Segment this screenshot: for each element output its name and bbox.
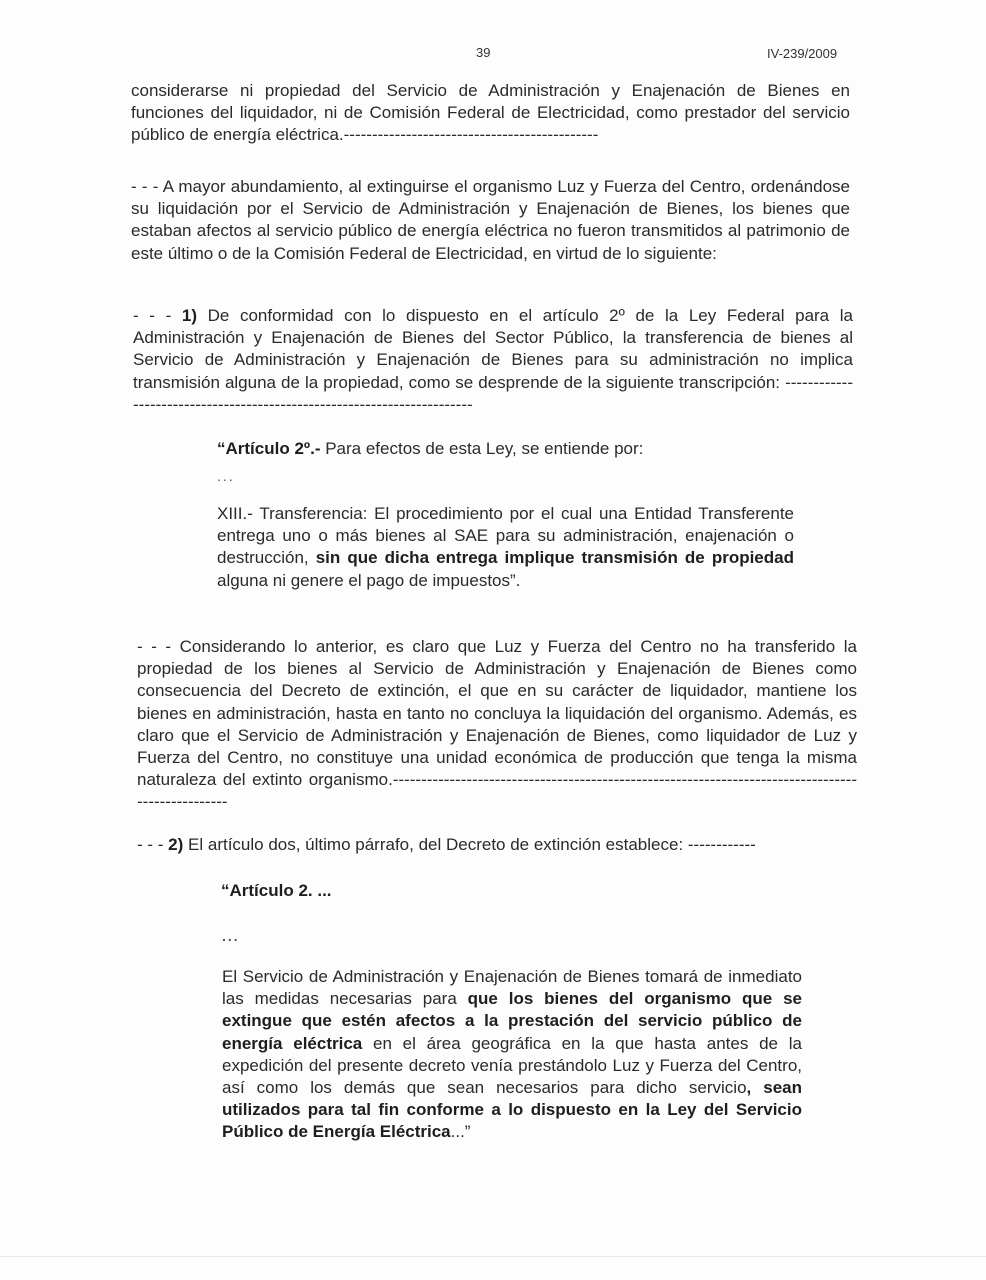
paragraph-text: De conformidad con lo dispuesto en el artículo 2º de la Ley Federal para la Administración y Enajenación de Bienes del Sector Público, la transferencia de bienes al Servicio de Administración y Enajenación de Bienes para su administración no implica transmisión alguna de la propiedad, como se desprende de la siguiente transcripción: ------------------------------------------------------------------------ [133, 306, 853, 414]
quote-text: ...” [450, 1122, 471, 1142]
quote-heading-rest: Para efectos de esta Ley, se entiende por: [320, 439, 644, 458]
quote-bold-text: , sean utilizados para tal fin conforme a lo dispuesto en la Ley del Servicio Público de Energía Eléctrica [222, 1078, 802, 1142]
quote-heading: “Artículo 2º.- [217, 439, 321, 458]
quote-article-2-decreto-heading [221, 880, 521, 902]
paragraph-dashes: - - - [137, 835, 164, 854]
quote-ellipsis: ... [217, 468, 235, 484]
quote-text: El Servicio de Administración y Enajenación de Bienes tomará de inmediato las medidas necesarias para [222, 967, 802, 1009]
quote-ellipsis: ... [222, 928, 240, 944]
quote-text: XIII.- Transferencia: El procedimiento por el cual una Entidad Transferente entrega uno o más bienes al SAE para su administración, enajenación o destrucción, [217, 504, 794, 568]
paragraph-point-1 [133, 305, 853, 416]
quote-decreto-text [222, 966, 802, 1144]
paragraph-point-2 [137, 834, 857, 856]
quote-bold-text: que los bienes del organismo que se extingue que estén afectos a la prestación del servicio público de energía eléctrica [222, 989, 802, 1053]
quote-article-2-heading [217, 438, 797, 460]
quote-transferencia [217, 503, 794, 592]
paragraph-dashes: - - - [133, 306, 172, 325]
page-number: 39 [476, 45, 491, 60]
document-id: IV-239/2009 [767, 46, 838, 61]
quote-text: alguna ni genere el pago de impuestos”. [217, 570, 521, 590]
paragraph-text: El artículo dos, último párrafo, del Decreto de extinción establece: ------------ [183, 835, 756, 854]
paragraph-abundamiento: - - - A mayor abundamiento, al extinguirse el organismo Luz y Fuerza del Centro, ordenándose su liquidación por el Servicio de Administración y Enajenación de Bienes, los bienes que estaban afectos al servicio público de energía eléctrica no fueron transmitidos al patrimonio de este último o de la Comisión Federal de Electricidad, en virtud de lo siguiente: [131, 177, 850, 263]
paragraph-continuation: considerarse ni propiedad del Servicio de Administración y Enajenación de Bienes en funciones del liquidador, ni de Comisión Federal de Electricidad, como prestador del servicio público de energía eléctrica.--------------------------------------------- [131, 81, 850, 145]
quote-text: en el área geográfica en la que hasta antes de la expedición del presente decreto venía prestándolo Luz y Fuerza del Centro, así como los demás que sean necesarios para dicho servicio [222, 1033, 802, 1098]
quote-bold-text: sin que dicha entrega implique transmisión de propiedad [315, 548, 794, 568]
paragraph-considerando: - - - Considerando lo anterior, es claro que Luz y Fuerza del Centro no ha transferido la propiedad de los bienes al Servicio de Administración y Enajenación de Bienes como consecuencia del Decreto de extinción, el que en su carácter de liquidador, mantiene los bienes en administración, hasta en tanto no concluya la liquidación del organismo. Además, es claro que el Servicio de Administración y Enajenación de Bienes, como liquidador de Luz y Fuerza del Centro, no constituye una unidad económica de producción que tenga la misma naturaleza del extinto organismo.-------------------------------------------------------------------------------------------------- [137, 637, 857, 812]
point-number: 1) [181, 306, 197, 325]
quote-heading: “Artículo 2. ... [221, 881, 332, 900]
scan-edge [0, 1256, 986, 1257]
point-number: 2) [168, 835, 184, 854]
